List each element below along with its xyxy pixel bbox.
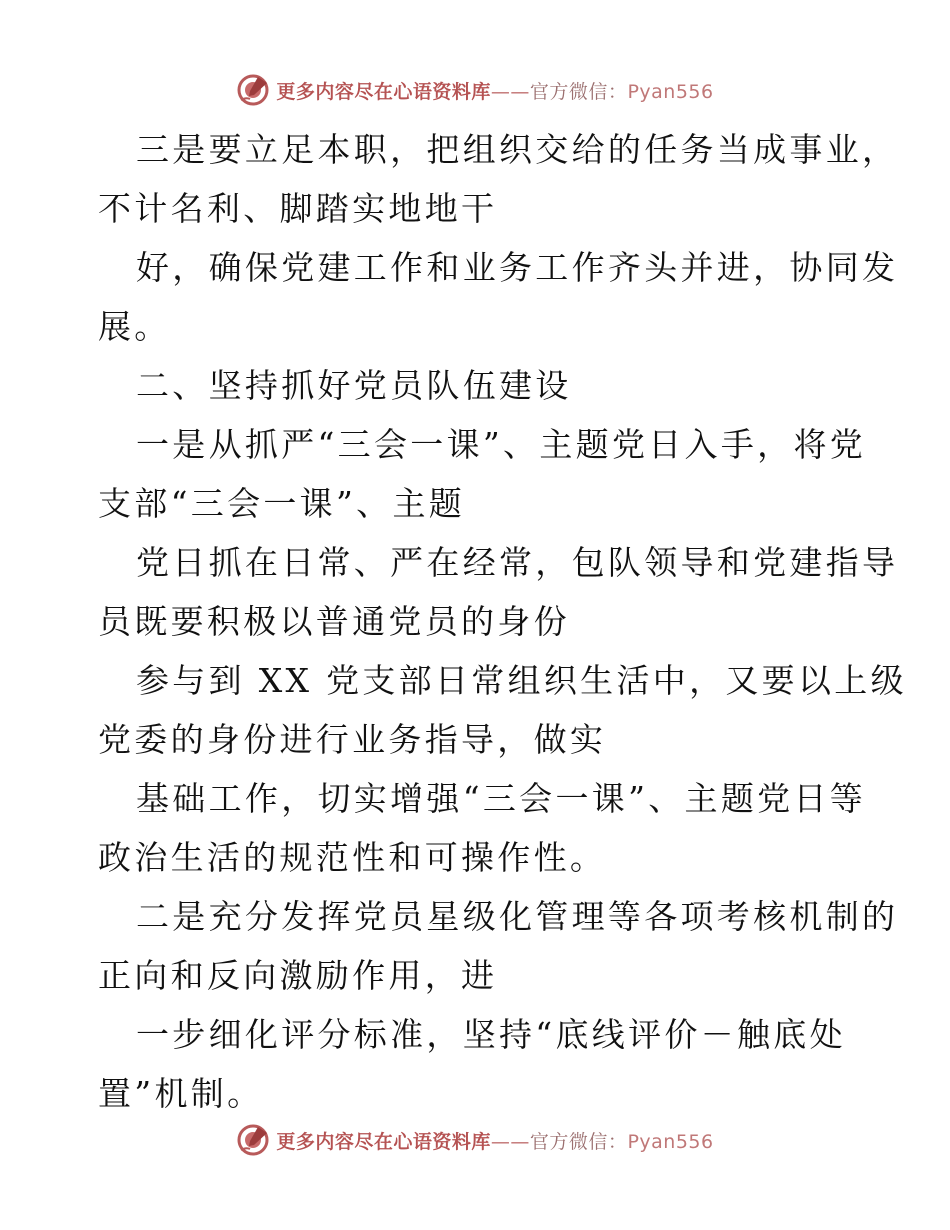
watermark-wechat-id: Pyan556 — [627, 1130, 714, 1153]
text-line: 员既要积极以普通党员的身份 — [98, 602, 570, 641]
watermark-text — [276, 77, 713, 104]
text-line: 一步细化评分标准，坚持“底线评价－触底处 — [136, 1015, 846, 1054]
text-line: 二是充分发挥党员星级化管理等各项考核机制的 — [136, 897, 899, 936]
watermark-official-label: 官方微信： — [529, 80, 628, 103]
text-line: 党委的身份进行业务指导，做实 — [98, 720, 607, 759]
text-line: 正向和反向激励作用，进 — [98, 956, 498, 995]
section-heading: 二、坚持抓好党员队伍建设 — [136, 366, 572, 405]
text-line: 置”机制。 — [98, 1074, 264, 1113]
text-line: 好，确保党建工作和业务工作齐头并进，协同发 — [136, 248, 899, 287]
header-watermark — [0, 70, 950, 110]
text-line: 党日抓在日常、严在经常，包队领导和党建指导 — [136, 543, 899, 582]
text-line: 政治生活的规范性和可操作性。 — [98, 838, 607, 877]
text-line: 三是要立足本职，把组织交给的任务当成事业， — [136, 130, 899, 169]
watermark-wechat-id: Pyan556 — [627, 80, 714, 103]
text-line: 一是从抓严“三会一课”、主题党日入手，将党 — [136, 425, 867, 464]
watermark-text — [276, 1127, 713, 1154]
watermark-site-text: 更多内容尽在心语资料库 — [276, 80, 491, 103]
pen-circle-logo-icon — [236, 73, 270, 107]
text-line: 展。 — [98, 307, 171, 346]
pen-circle-logo-icon — [236, 1123, 270, 1157]
watermark-site-text: 更多内容尽在心语资料库 — [276, 1130, 491, 1153]
text-line: 不计名利、脚踏实地地干 — [98, 189, 498, 228]
text-line: 基础工作，切实增强“三会一课”、主题党日等 — [136, 779, 867, 818]
watermark-official-label: 官方微信： — [529, 1130, 628, 1153]
watermark-separator: —— — [490, 1130, 530, 1153]
footer-watermark — [0, 1120, 950, 1160]
document-body — [98, 120, 907, 1123]
text-line: 参与到 XX 党支部日常组织生活中，又要以上级 — [136, 661, 907, 700]
text-line: 支部“三会一课”、主题 — [98, 484, 466, 523]
watermark-separator: —— — [490, 80, 530, 103]
